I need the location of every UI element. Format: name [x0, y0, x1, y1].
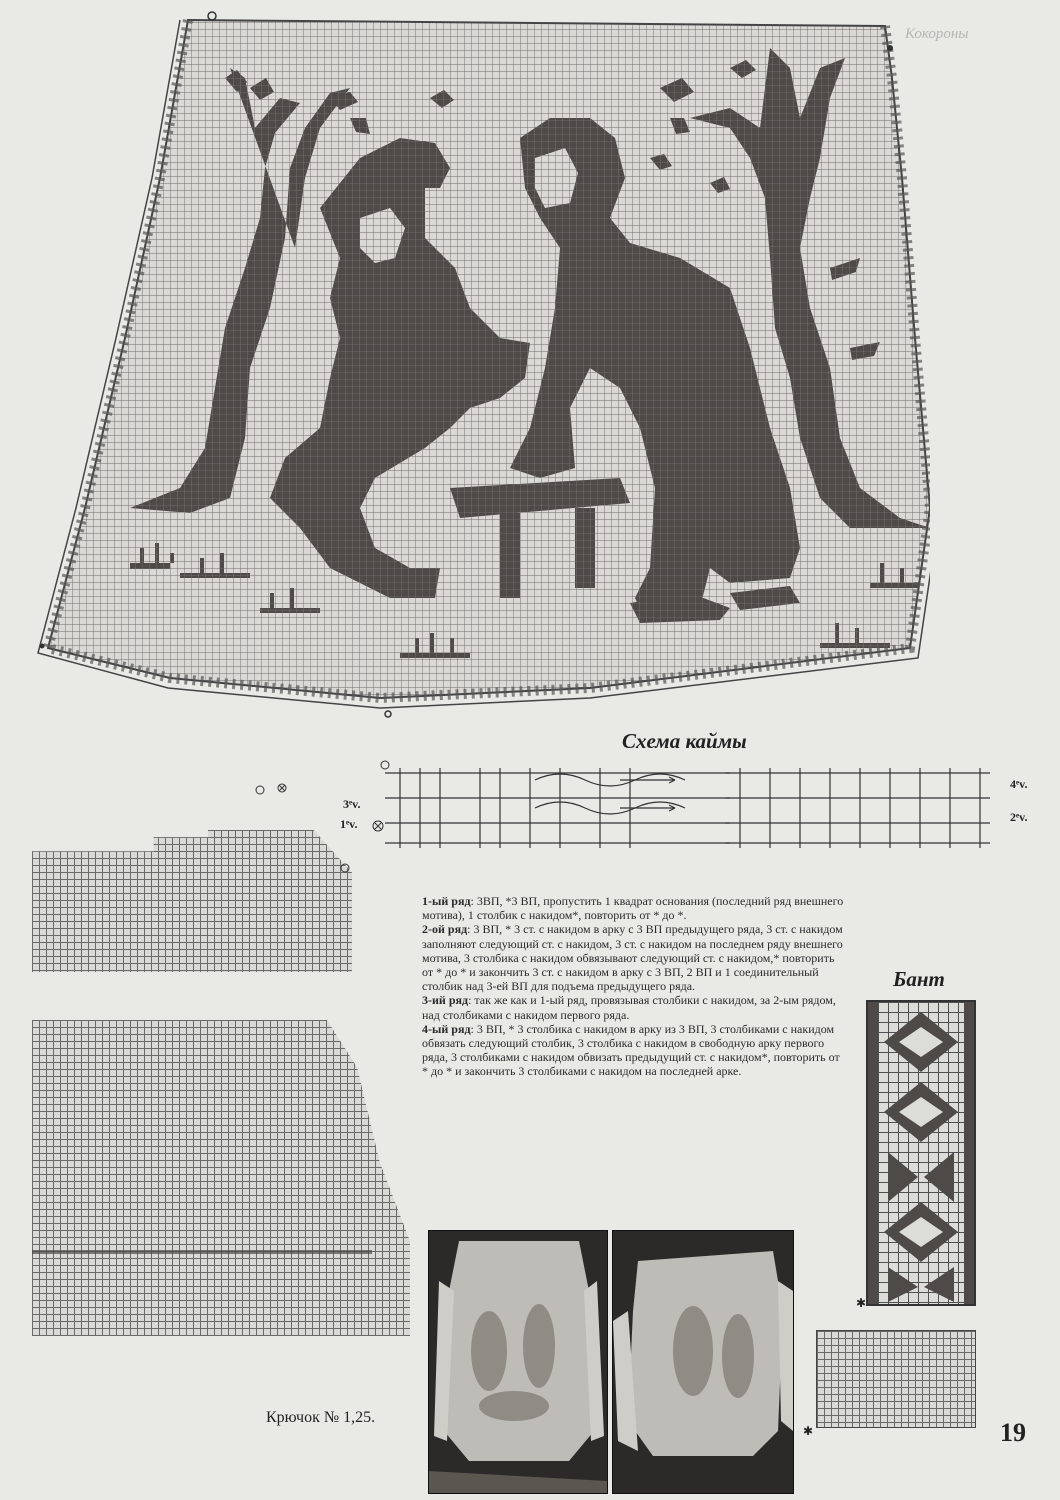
label-row4: 4ᵉv.	[1010, 777, 1028, 791]
apron-filet-chart	[30, 8, 930, 728]
hook-note: Крючок № 1,25.	[266, 1409, 376, 1426]
instruction-row-4: 4-ый ряд: 3 ВП, * 3 столбика с накидом в арку из 3 ВП, 3 столбиками с накидом обвязать следующий столбик, 3 столбика с накидом в свободную арку первого ряда, 3 столбиками с накидом обвизать предыдущий ст. с накидом*, повторить от * до * и закончить 3 столбиками с накидом на последней арке.	[422, 1021, 840, 1079]
instruction-row-2: 2-ой ряд: 3 ВП, * 3 ст. с накидом в арку с 3 ВП предыдущего ряда, 3 ст. с накидом заполняют следующий ст. с накидом, 3 ст. с накидом на последнем ряду внешнего мотива, 3 столбика с накидом обвязывают следующий ст. с накидом,* повторить от * до * и закончить 3 ст. с накидом в арку с 3 ВП, 2 ВП и 1 соединительный столбик над 3-ей ВП для подъема предыдущего ряда.	[422, 922, 843, 994]
apron-photo-front	[428, 1230, 608, 1494]
header-watermark: Кокороны	[905, 26, 969, 42]
border-scheme-title: Схема каймы	[622, 729, 747, 753]
edge-chart-upper-markers	[240, 778, 360, 898]
label-row3: 3ᵉv.	[343, 797, 361, 811]
border-scheme-diagram	[330, 758, 1050, 858]
bow-chart	[866, 1000, 976, 1306]
apron-photo-side	[612, 1230, 794, 1494]
bow-edge-marker: ✱	[803, 1424, 814, 1438]
label-row1: 1ᵉv.	[340, 817, 358, 831]
instruction-row-1: 1-ый ряд: 3ВП, *3 ВП, пропустить 1 квадрат основания (последний ряд внешнего мотива), 1 столбик с накидом*, повторить от * до *.	[422, 894, 844, 923]
edge-chart-lower	[32, 1020, 410, 1336]
edge-chart-lower-band	[32, 1250, 372, 1254]
page-number: 19	[1000, 1418, 1026, 1447]
bow-title: Бант	[893, 967, 945, 991]
label-row2: 2ᵉv.	[1010, 810, 1028, 824]
bow-edge-chart	[816, 1330, 976, 1428]
instruction-row-3: 3-ий ряд: так же как и 1-ый ряд, провязывая столбики с накидом, за 2-ым рядом, над столбиками с накидом первого ряда.	[422, 993, 836, 1022]
bow-marker: ✱	[856, 1296, 867, 1310]
instructions-block	[422, 894, 847, 1079]
